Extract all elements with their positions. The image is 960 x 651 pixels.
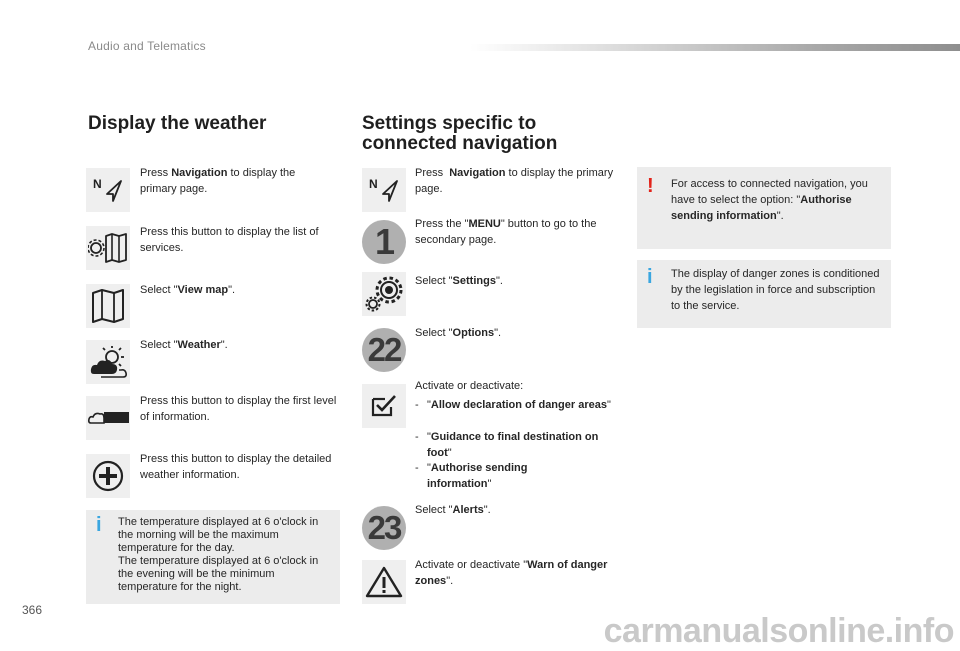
info-note-text: The display of danger zones is conditioned by the legislation in force and subscription to the service.	[671, 268, 880, 312]
connected-nav-warning-note	[637, 167, 891, 249]
header-gradient-bar	[470, 44, 960, 51]
info-icon: i	[96, 514, 102, 536]
temperature-info-note	[86, 510, 340, 604]
temperature-note-text: The temperature displayed at 6 o'clock in the morning will be the maximum temperature for the day. The temperature displayed at 6 o'clock in the evening will be the minimum temperature for the night.	[118, 516, 319, 593]
plus-icon-box	[86, 454, 130, 498]
settings-icon-box	[362, 272, 406, 316]
step-number-22: 22	[362, 328, 406, 372]
settings-step-settings: Select "Settings".	[415, 275, 503, 287]
info-icon: i	[647, 266, 653, 288]
weather-bar-icon-box	[86, 396, 130, 440]
settings-step-menu: Press the "MENU" button to go to the secondary page.	[415, 218, 597, 246]
weather-icon-box	[86, 340, 130, 384]
option-guidance-on-foot: - "Guidance to final destination on foot"	[415, 431, 599, 459]
plus-circle-icon	[91, 459, 125, 493]
warning-triangle-box	[362, 560, 406, 604]
settings-gears-icon	[364, 274, 404, 314]
weather-step-4: Select "Weather".	[140, 339, 228, 351]
weather-step-6: Press this button to display the detailed weather information.	[140, 453, 332, 481]
services-icon-box	[86, 226, 130, 270]
option-allow-danger-areas: - "Allow declaration of danger areas"	[415, 399, 611, 411]
weather-step-1: Press Navigation to display the primary page.	[140, 167, 296, 195]
step-number-23: 23	[362, 506, 406, 550]
option-authorise-sending: - "Authorise sending information"	[415, 462, 528, 490]
connected-services-icon	[88, 232, 128, 264]
danger-triangle-icon	[365, 565, 403, 599]
warning-exclamation-icon: !	[647, 175, 654, 197]
settings-step-options: Select "Options".	[415, 327, 502, 339]
weather-step-5: Press this button to display the first level of information.	[140, 395, 337, 423]
navigation-icon-box-2	[362, 168, 406, 212]
activate-intro: Activate or deactivate:	[415, 380, 524, 392]
navigation-icon-box	[86, 168, 130, 212]
danger-zones-info-note	[637, 260, 891, 328]
navigation-arrow-icon	[91, 175, 125, 205]
map-icon	[90, 288, 126, 324]
watermark: carmanualsonline.info	[603, 612, 954, 650]
settings-step-navigation: Press Navigation to display the primary page.	[415, 167, 614, 195]
map-icon-box	[86, 284, 130, 328]
running-header: Audio and Telematics	[88, 39, 206, 53]
page-number: 366	[22, 603, 43, 617]
weather-sun-cloud-icon	[88, 344, 128, 380]
navigation-arrow-icon	[367, 175, 401, 205]
settings-step-warn: Activate or deactivate "Warn of danger zones".	[415, 559, 608, 587]
weather-step-3: Select "View map".	[140, 284, 236, 296]
svg-text:N: N	[369, 177, 378, 191]
weather-first-level-icon	[87, 408, 129, 428]
checkbox-tick-icon	[370, 393, 398, 419]
section-title-weather: Display the weather	[88, 113, 267, 134]
weather-step-2: Press this button to display the list of services.	[140, 226, 319, 254]
warning-note-text: For access to connected navigation, you have to select the option: "Authorise sending information".	[671, 178, 868, 222]
section-title-settings: Settings specific to connected navigation	[362, 113, 558, 154]
settings-step-alerts: Select "Alerts".	[415, 504, 491, 516]
step-number-1: 1	[362, 220, 406, 264]
svg-text:N: N	[93, 177, 102, 191]
checkbox-icon-box	[362, 384, 406, 428]
